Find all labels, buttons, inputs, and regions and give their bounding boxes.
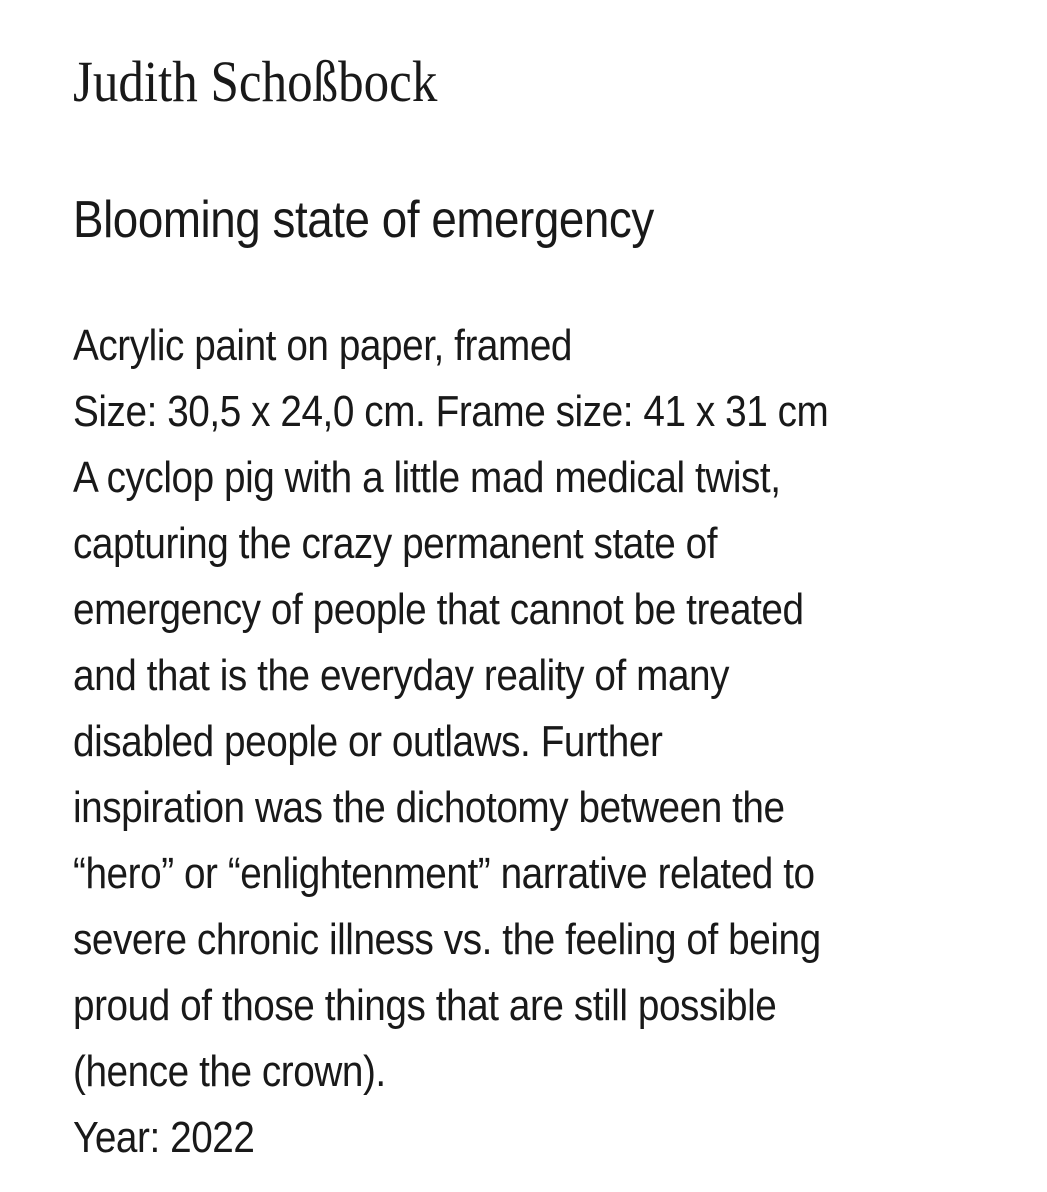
artwork-details [73, 313, 1041, 1171]
description-line: proud of those things that are still possible [73, 981, 777, 1030]
year-line: Year: 2022 [73, 1113, 255, 1162]
description-line: A cyclop pig with a little mad medical twist, [73, 453, 781, 502]
content-column [73, 48, 1041, 1171]
description-line: and that is the everyday reality of many [73, 651, 730, 700]
description-line: “hero” or “enlightenment” narrative related to [73, 849, 815, 898]
size-line: Size: 30,5 x 24,0 cm. Frame size: 41 x 31 cm [73, 387, 829, 436]
description-line: capturing the crazy permanent state of [73, 519, 718, 568]
artwork-title: Blooming state of emergency [73, 191, 654, 249]
description-line: severe chronic illness vs. the feeling of being [73, 915, 821, 964]
description-line: emergency of people that cannot be treated [73, 585, 804, 634]
description-line: inspiration was the dichotomy between the [73, 783, 785, 832]
description-line: (hence the crown). [73, 1047, 386, 1096]
description-line: disabled people or outlaws. Further [73, 717, 663, 766]
artist-name-heading: Judith Schoßbock [73, 49, 438, 114]
medium-line: Acrylic paint on paper, framed [73, 321, 573, 370]
